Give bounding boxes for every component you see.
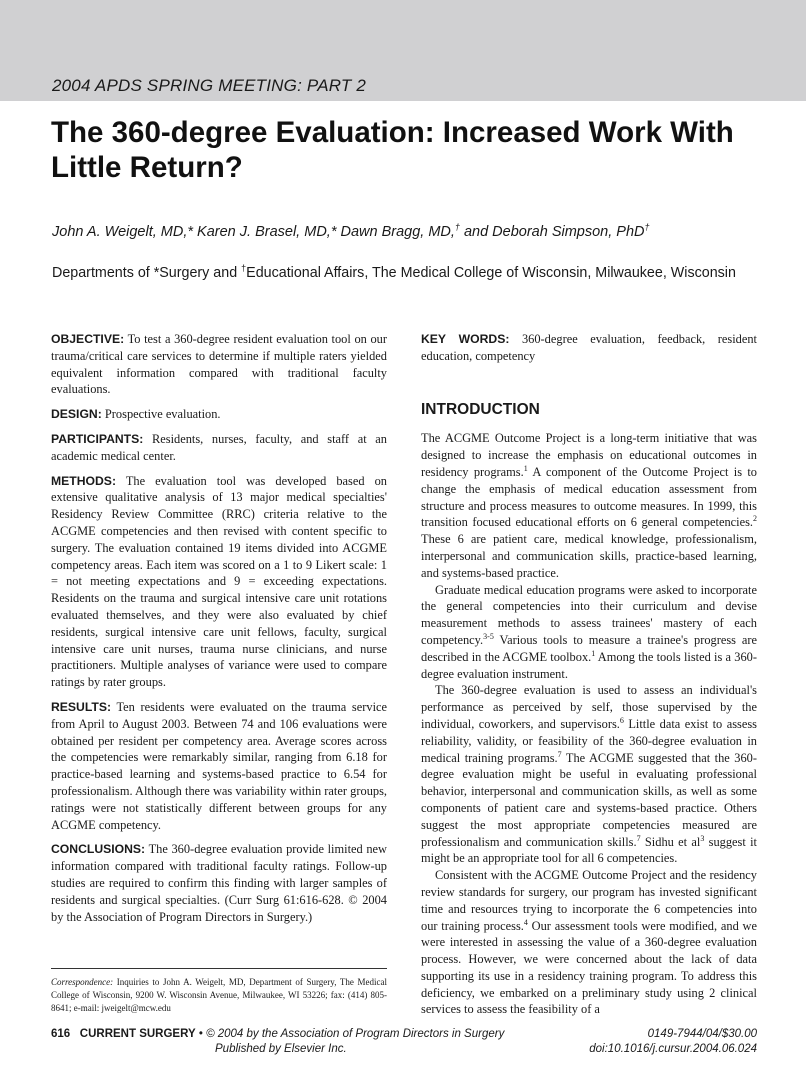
abstract-methods xyxy=(51,473,387,691)
participants-text: Residents, nurses, faculty, and staff at an academic medical center. xyxy=(51,431,387,463)
footer-bullet: • xyxy=(198,1028,203,1040)
footer-copyright: © 2004 by the Association of Program Directors in Surgery xyxy=(206,1028,505,1040)
footer-issn: 0149-7944/04/$30.00 xyxy=(647,1028,757,1040)
abstract-participants xyxy=(51,431,387,465)
intro-text: Our assessment tools were modified, and we were interested in assessing the value of a 360-degree evaluation process. However, we were concerned about the lack of data supporting its use in a residency training program. To address this deficiency, we embarked on a preliminary study using 2 clinical services to assess the feasibility of a xyxy=(421,918,757,1017)
methods-text: The evaluation tool was developed based on extensive qualitative analysis of 13 major medical specialties' Residency Review Committee (RRC) criteria relative to the ACGME competencies and then revised with content specific to surgery. The evaluation contained 19 items divided into ACGME competency areas. Each item was scored on a 1 to 9 Likert scale: 1 = not meeting expectations and 9 = exceeding expectations. Residents on the trauma and surgical intensive care unit rotations evaluated themselves, and they were also evaluated by chief residents, surgical intensive care unit fellows, faculty, surgical intensive care unit nurses, trauma nurse clinicians, and nurse practitioners. Multiple analyses of variance were used to compare ratings by rater groups. xyxy=(51,473,388,690)
citation-ref: 1 xyxy=(591,648,596,658)
methods-label: METHODS: xyxy=(51,473,116,488)
conclusions-label: CONCLUSIONS: xyxy=(51,842,146,857)
intro-paragraph-1 xyxy=(421,430,757,581)
authors-part-1: John A. Weigelt, MD,* Karen J. Brasel, MD,* Dawn Bragg, MD, xyxy=(52,223,455,240)
keywords-label: KEY WORDS: xyxy=(421,332,510,346)
intro-text: Sidhu et al xyxy=(640,834,701,849)
intro-paragraph-4 xyxy=(421,867,757,1018)
results-text: Ten residents were evaluated on the trauma service from April to August 2003. Between 74 and 106 evaluations were obtained per resident per competency area. Average scores across the competencies were remarkably similar, ranging from 6.18 for practice-based learning and systems-based practice to 6.54 for professionalism. Although there was variability within rater groups, ratings were not statistically different between groups for any ACGME competency. xyxy=(51,699,388,832)
author-line xyxy=(52,222,650,240)
intro-text: A component of the Outcome Project is to change the emphasis of medical education assessment from structure and process measures to outcome measures. In 1999, this transition focused educational efforts on 6 general competencies. xyxy=(421,464,757,530)
section-heading-introduction: INTRODUCTION xyxy=(421,400,540,418)
citation-ref: 3 xyxy=(700,833,705,843)
keywords xyxy=(421,331,757,365)
abstract-conclusions xyxy=(51,841,387,925)
section-kicker: 2004 APDS SPRING MEETING: PART 2 xyxy=(52,76,367,95)
article-title: The 360-degree Evaluation: Increased Work With Little Return? xyxy=(51,116,734,184)
authors-part-2: and Deborah Simpson, PhD xyxy=(459,223,645,240)
abstract-results xyxy=(51,699,387,833)
affiliation-part-1: Departments of *Surgery and xyxy=(52,264,242,281)
keywords-text: 360-degree evaluation, feedback, resident education, competency xyxy=(421,332,758,363)
citation-ref: 2 xyxy=(753,514,757,524)
abstract-column xyxy=(51,331,387,933)
intro-text: Graduate medical education programs were asked to incorporate the general competencies into their curriculum and devise measurement methods to assess trainees' mastery of each competency. xyxy=(421,582,757,647)
intro-text: Various tools to measure a trainee's progress are described in the ACGME toolbox. xyxy=(421,632,757,664)
correspondence-note xyxy=(51,976,387,1015)
intro-paragraph-2 xyxy=(421,582,757,683)
participants-label: PARTICIPANTS: xyxy=(51,431,144,446)
footnote-divider xyxy=(51,968,387,969)
citation-ref: 6 xyxy=(619,715,624,725)
dagger-mark: † xyxy=(241,263,247,273)
body-column xyxy=(421,331,757,1018)
affiliation xyxy=(52,259,752,282)
intro-paragraph-3 xyxy=(421,682,757,867)
intro-text: The ACGME suggested that the 360-degree evaluation might be useful in evaluating professional behavior, interpersonal and communication skills, as well as some components of patient care and systems-based practice. Others suggest the most appropriate competencies measured are professionalism and communication skills. xyxy=(421,750,757,849)
dagger-mark: † xyxy=(644,222,650,232)
abstract-design xyxy=(51,406,387,423)
correspondence-text: Inquiries to John A. Weigelt, MD, Department of Surgery, The Medical College of Wisconsin, 9200 W. Wisconsin Avenue, Milwaukee, WI 53226; fax: (414) 805-8641; e-mail: jweigelt@mcw.edu xyxy=(51,977,387,1013)
objective-label: OBJECTIVE: xyxy=(51,332,125,346)
correspondence-label: Correspondence: xyxy=(51,977,114,987)
citation-ref: 1 xyxy=(523,463,528,473)
intro-text: Consistent with the ACGME Outcome Project and the residency review standards for surgery, our program has invested significant time and resources trying to incorporate the 6 competencies into our training process. xyxy=(421,868,757,933)
footer-publisher: Published by Elsevier Inc. xyxy=(215,1043,347,1055)
design-text: Prospective evaluation. xyxy=(104,407,221,422)
intro-text: Among the tools listed is a 360-degree evaluation instrument. xyxy=(421,649,757,681)
abstract-objective xyxy=(51,331,387,398)
footer-doi: doi:10.1016/j.cursur.2004.06.024 xyxy=(589,1043,757,1055)
intro-text: suggest it might be an appropriate tool for all 6 competencies. xyxy=(421,834,757,866)
intro-text: The 360-degree evaluation is used to assess an individual's performance as perceived by self, those supervised by the individual, coworkers, and supervisors. xyxy=(421,683,757,731)
results-label: RESULTS: xyxy=(51,699,112,714)
affiliation-part-2: Educational Affairs, The Medical College of Wisconsin, Milwaukee, Wisconsin xyxy=(246,264,736,281)
page-number: 616 xyxy=(51,1028,71,1040)
page-footer-left xyxy=(51,1027,504,1057)
journal-name: CURRENT SURGERY xyxy=(79,1028,196,1040)
citation-ref: 4 xyxy=(523,917,528,927)
design-label: DESIGN: xyxy=(51,407,102,422)
citation-ref: 7 xyxy=(557,749,562,759)
dagger-mark: † xyxy=(454,222,460,232)
objective-text: To test a 360-degree resident evaluation tool on our trauma/critical care services to determine if multiple raters yielded equivalent information compared with traditional faculty evaluations. xyxy=(51,332,387,397)
intro-text: The ACGME Outcome Project is a long-term initiative that was designed to increase the emphasis on educational outcomes in residency programs. xyxy=(421,431,757,479)
page-footer-right xyxy=(589,1027,757,1057)
citation-ref: 7 xyxy=(636,833,641,843)
citation-ref: 3-5 xyxy=(483,631,494,641)
intro-text: Little data exist to assess reliability, validity, or feasibility of the 360-degree evaluation in medical training programs. xyxy=(421,716,757,765)
conclusions-text: The 360-degree evaluation provide limited new information compared with traditional faculty ratings. Follow-up studies are required to confirm this finding with larger samples of residents and surgical specialties. (Curr Surg 61:616-628. © 2004 by the Association of Program Directors in Surgery.) xyxy=(51,842,388,924)
intro-text: These 6 are patient care, medical knowledge, professionalism, interpersonal and communication skills, practice-based learning, and systems-based practice. xyxy=(421,532,757,580)
